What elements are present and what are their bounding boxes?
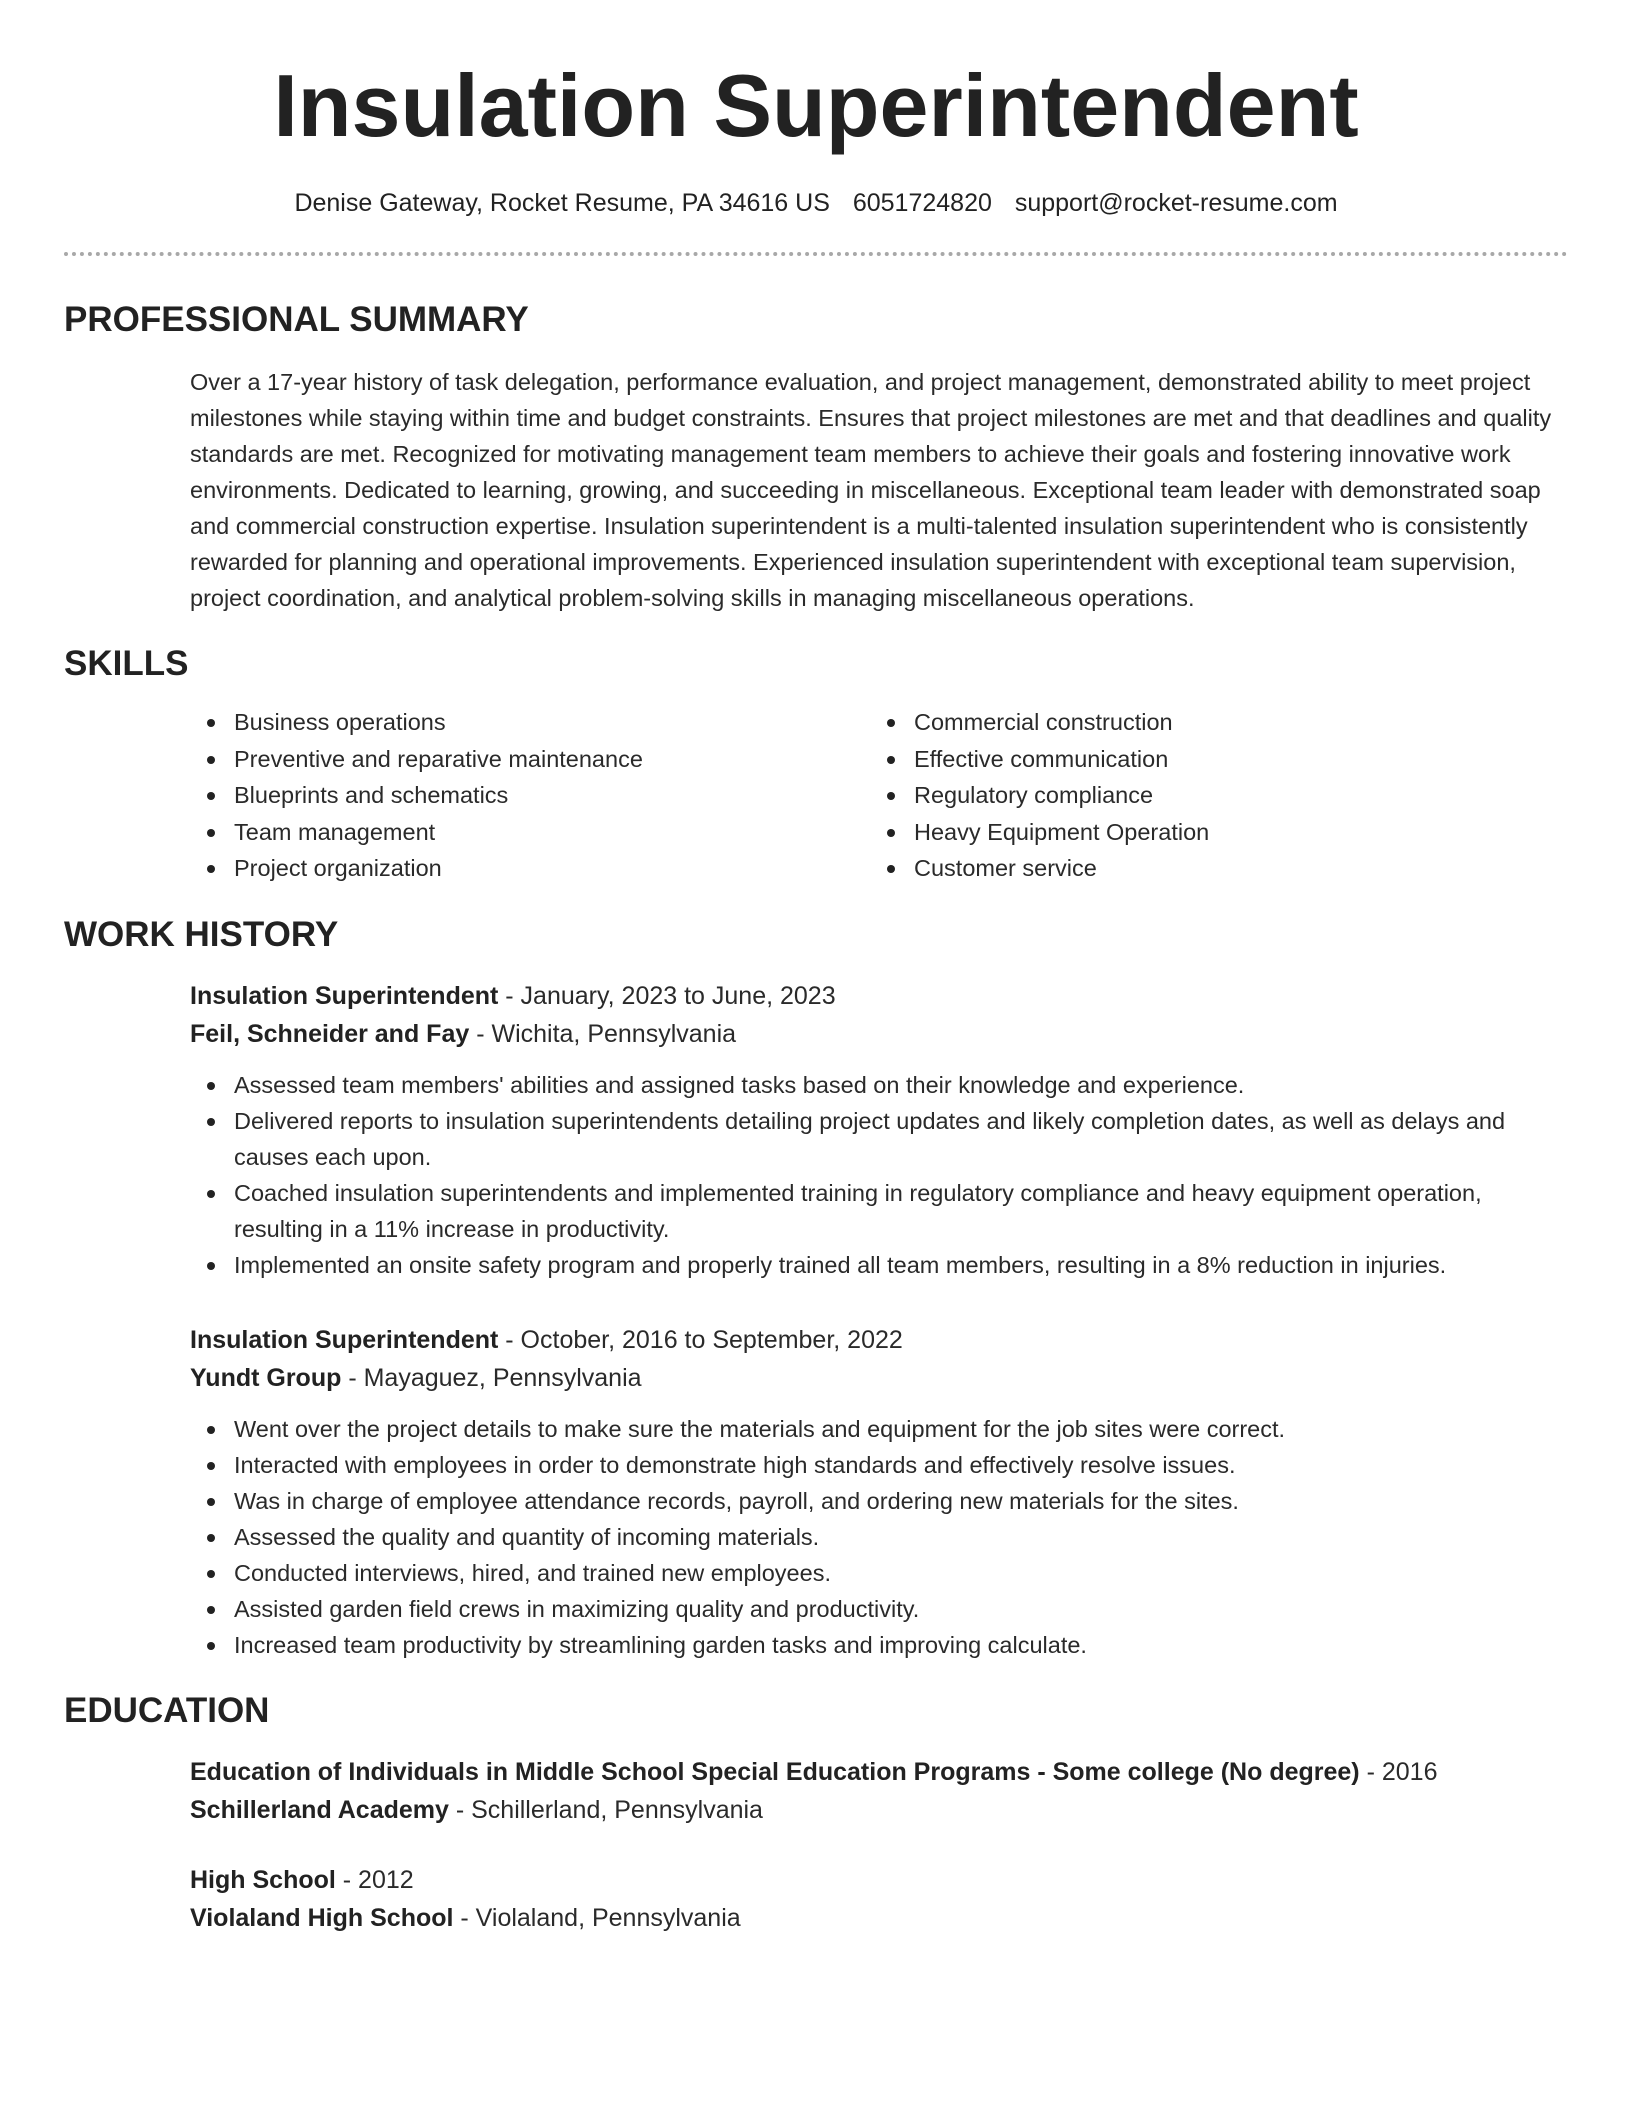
education-year: - 2012 <box>335 1865 414 1894</box>
education-degree-line <box>190 1861 1568 1899</box>
education-entry <box>190 1753 1568 1829</box>
duty-item: Assessed the quality and quantity of incoming materials. <box>190 1519 1568 1555</box>
duty-item: Delivered reports to insulation superintendents detailing project updates and likely completion dates, as well as delays and causes each upon. <box>190 1103 1568 1175</box>
job-company-line <box>190 1015 1568 1053</box>
education-school: Violaland High School <box>190 1903 454 1932</box>
duty-item: Implemented an onsite safety program and properly trained all team members, resulting in a 8% reduction in injuries. <box>190 1247 1568 1283</box>
skill-item: Business operations <box>190 704 870 741</box>
education-year: - 2016 <box>1359 1757 1438 1786</box>
skill-item: Project organization <box>190 850 870 887</box>
education-degree: High School <box>190 1865 336 1894</box>
education-school: Schillerland Academy <box>190 1795 449 1824</box>
duty-item: Conducted interviews, hired, and trained new employees. <box>190 1555 1568 1591</box>
job-duties <box>190 1411 1568 1663</box>
skill-item: Team management <box>190 814 870 851</box>
job-title-line <box>190 1321 1568 1359</box>
education-school-line <box>190 1791 1568 1829</box>
contact-address: Denise Gateway, Rocket Resume, PA 34616 US <box>294 189 830 217</box>
skill-item: Customer service <box>870 850 1550 887</box>
resume-page <box>64 0 1568 1937</box>
contact-phone: 6051724820 <box>852 189 992 217</box>
job-entry <box>190 977 1568 1283</box>
duty-item: Increased team productivity by streamlining garden tasks and improving calculate. <box>190 1627 1568 1663</box>
skills-column-left <box>190 704 870 887</box>
skills-list <box>190 704 1568 887</box>
duty-item: Interacted with employees in order to demonstrate high standards and effectively resolve issues. <box>190 1447 1568 1483</box>
duty-item: Was in charge of employee attendance records, payroll, and ordering new materials for the sites. <box>190 1483 1568 1519</box>
job-dates: - October, 2016 to September, 2022 <box>498 1325 903 1354</box>
education-location: - Schillerland, Pennsylvania <box>448 1795 763 1824</box>
job-title-line <box>190 977 1568 1015</box>
work-history-heading: WORK HISTORY <box>64 914 339 954</box>
duty-item: Went over the project details to make sure the materials and equipment for the job sites were correct. <box>190 1411 1568 1447</box>
job-company: Yundt Group <box>190 1363 342 1392</box>
duty-item: Assisted garden field crews in maximizing quality and productivity. <box>190 1591 1568 1627</box>
education-heading: EDUCATION <box>64 1690 270 1730</box>
skill-item: Blueprints and schematics <box>190 777 870 814</box>
education-location: - Violaland, Pennsylvania <box>453 1903 741 1932</box>
skills-heading: SKILLS <box>64 644 189 683</box>
contact-line <box>64 186 1568 220</box>
skill-item: Effective communication <box>870 741 1550 778</box>
education-entry <box>190 1861 1568 1937</box>
job-role: Insulation Superintendent <box>190 981 499 1010</box>
education-school-line <box>190 1899 1568 1937</box>
candidate-name: Insulation Superintendent <box>273 56 1359 155</box>
education-degree-line <box>190 1753 1568 1791</box>
skill-item: Commercial construction <box>870 704 1550 741</box>
job-dates: - January, 2023 to June, 2023 <box>498 981 836 1010</box>
skill-item: Preventive and reparative maintenance <box>190 741 870 778</box>
summary-heading: PROFESSIONAL SUMMARY <box>64 300 529 339</box>
skill-item: Heavy Equipment Operation <box>870 814 1550 851</box>
contact-email: support@rocket-resume.com <box>1014 189 1338 217</box>
duty-item: Assessed team members' abilities and assigned tasks based on their knowledge and experience. <box>190 1067 1568 1103</box>
job-entry <box>190 1321 1568 1663</box>
skill-item: Regulatory compliance <box>870 777 1550 814</box>
job-location: - Wichita, Pennsylvania <box>469 1019 737 1048</box>
education-degree: Education of Individuals in Middle School Special Education Programs - Some college (No degree) <box>190 1757 1360 1786</box>
duty-item: Coached insulation superintendents and implemented training in regulatory compliance and heavy equipment operation, resulting in a 11% increase in productivity. <box>190 1175 1568 1247</box>
job-company: Feil, Schneider and Fay <box>190 1019 470 1048</box>
job-role: Insulation Superintendent <box>190 1325 499 1354</box>
summary-text: Over a 17-year history of task delegation, performance evaluation, and project management, demonstrated ability to meet project milestones while staying within time and budget constraints. Ensures that project milestones are met and that deadlines and quality standards are met. Recognized for motivating management team members to achieve their goals and fostering innovative work environments. Dedicated to learning, growing, and succeeding in miscellaneous. Exceptional team leader with demonstrated soap and commercial construction expertise. Insulation superintendent is a multi-talented insulation superintendent who is consistently rewarded for planning and operational improvements. Experienced insulation superintendent with exceptional team supervision, project coordination, and analytical problem-solving skills in managing miscellaneous operations. <box>190 369 1552 611</box>
job-location: - Mayaguez, Pennsylvania <box>341 1363 642 1392</box>
job-company-line <box>190 1359 1568 1397</box>
header-divider <box>64 252 1568 256</box>
skills-column-right <box>870 704 1550 887</box>
job-duties <box>190 1067 1568 1283</box>
